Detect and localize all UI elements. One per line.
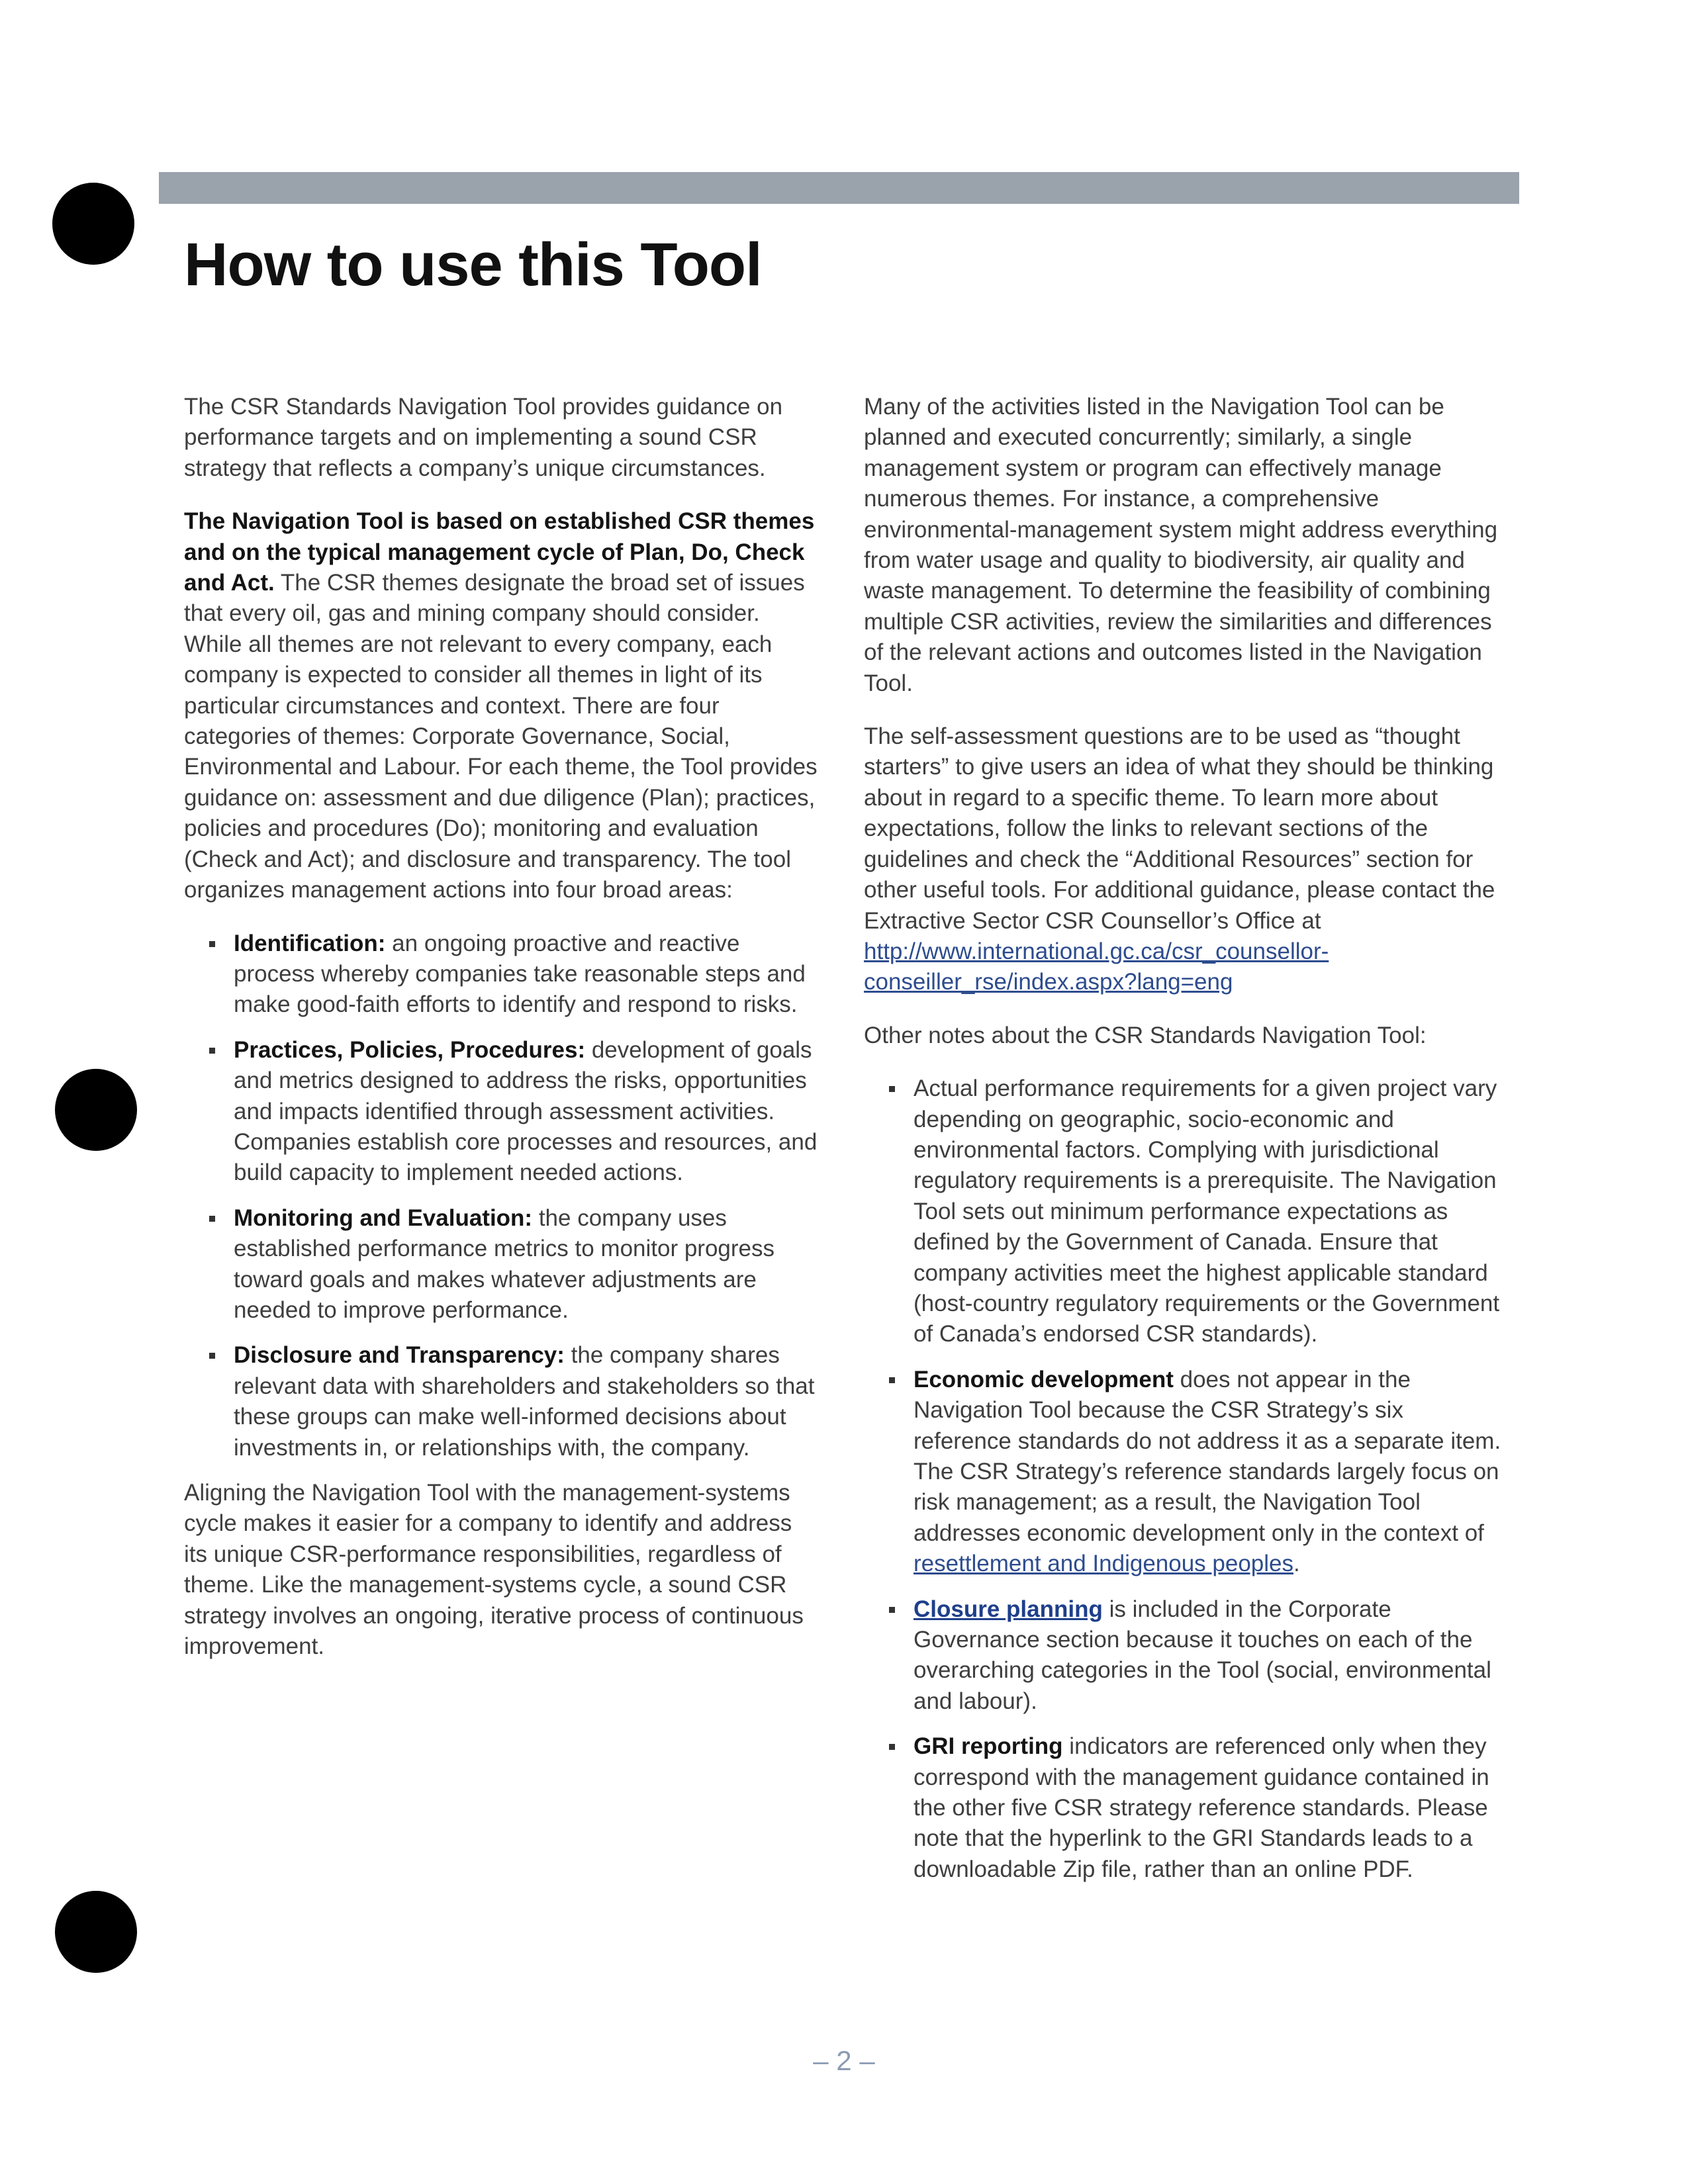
- header-bar: [159, 172, 1519, 204]
- list-item: [234, 1203, 820, 1326]
- list-item-text: an ongoing proactive and reactive process whereby companies take reasonable steps and make good-faith efforts to identify and respond to risks.: [234, 930, 806, 1018]
- list-item-term: Disclosure and Transparency:: [234, 1342, 565, 1369]
- list-item-term: Practices, Policies, Procedures:: [234, 1036, 586, 1063]
- list-item-text: development of goals and metrics designed to address the risks, opportunities and impacts identified through assessment activities. Companies establish core processes and resources, and build capacity to implement needed actions.: [234, 1036, 818, 1186]
- list-item-text: indicators are referenced only when they correspond with the management guidance contained in the other five CSR strategy reference standards. Please note that the hyperlink to the GRI Standards leads to a downloadable Zip file, rather than an online PDF.: [914, 1733, 1489, 1882]
- list-item-text: is included in the Corporate Governance section because it touches on each of the overarching categories in the Tool (social, environmental and labour).: [914, 1596, 1491, 1714]
- closure-planning-link[interactable]: Closure planning: [914, 1596, 1103, 1622]
- other-notes-intro: Other notes about the CSR Standards Navigation Tool:: [864, 1022, 1427, 1048]
- list-item-text: the company uses established performance metrics to monitor progress toward goals and makes whatever adjustments are needed to improve performance.: [234, 1205, 775, 1323]
- left-column: [184, 392, 820, 1684]
- list-item-term: Identification:: [234, 930, 386, 956]
- activities-paragraph: Many of the activities listed in the Navigation Tool can be planned and executed concurrently; similarly, a single management system or program can effectively manage numerous themes. For instance, a comprehensive environmental-management system might address everything from water usage and quality to biodiversity, air quality and waste management. To determine the feasibility of combining multiple CSR activities, review the similarities and differences of the relevant actions and outcomes listed in the Navigation Tool.: [864, 394, 1498, 696]
- navigation-tool-lead: The Navigation Tool is based on established CSR themes and on the typical management cycle of Plan, Do, Check and Act.: [184, 508, 815, 596]
- list-item-term: GRI reporting: [914, 1733, 1063, 1760]
- csr-counsellor-link[interactable]: http://www.international.gc.ca/csr_counsellor-conseiller_rse/index.aspx?lang=eng: [864, 938, 1329, 995]
- list-item: [914, 1594, 1506, 1717]
- binder-hole-middle: [55, 1069, 137, 1151]
- list-item-term: Economic development: [914, 1366, 1174, 1392]
- right-column: [864, 392, 1506, 1899]
- intro-paragraph: The CSR Standards Navigation Tool provides guidance on performance targets and on implementing a sound CSR strategy that reflects a company’s unique circumstances.: [184, 394, 783, 481]
- page-number: – 2 –: [813, 2045, 875, 2076]
- list-item: [914, 1731, 1506, 1885]
- other-notes-list: [864, 1073, 1506, 1885]
- list-item-text: Actual performance requirements for a given project vary depending on geographic, socio-economic and environmental factors. Complying with jurisdictional regulatory requirements is a prerequisite. The Navigation Tool sets out minimum performance expectations as defined by the Government of Canada. Ensure that company activities meet the highest applicable standard (host-country regulatory requirements or the Government of Canada’s endorsed CSR standards).: [914, 1075, 1500, 1347]
- list-item: [234, 1035, 820, 1189]
- list-item: [234, 1340, 820, 1463]
- navigation-tool-paragraph: [184, 506, 820, 905]
- list-item-text-end: .: [1293, 1551, 1300, 1577]
- list-item-text: the company shares relevant data with shareholders and stakeholders so that these groups can make well-informed decisions about investments in, or relationships with, the company.: [234, 1342, 815, 1461]
- list-item: [914, 1073, 1506, 1350]
- closing-paragraph: Aligning the Navigation Tool with the management-systems cycle makes it easier for a company to identify and address its unique CSR-performance responsibilities, regardless of theme. Like the management-systems cycle, a sound CSR strategy involves an ongoing, iterative process of continuous improvement.: [184, 1480, 804, 1660]
- list-item: [234, 929, 820, 1021]
- self-assessment-paragraph: [864, 721, 1506, 998]
- resettlement-indigenous-link[interactable]: resettlement and Indigenous peoples: [914, 1551, 1294, 1577]
- binder-hole-bottom: [55, 1891, 137, 1973]
- list-item: [914, 1365, 1506, 1580]
- self-assessment-text: The self-assessment questions are to be used as “thought starters” to give users an idea of what they should be thinking about in regard to a specific theme. To learn more about expectations, follow the links to relevant sections of the guidelines and check the “Additional Resources” section for other useful tools. For additional guidance, please contact the Extractive Sector CSR Counsellor’s Office at: [864, 723, 1495, 934]
- page-title: How to use this Tool: [184, 231, 762, 298]
- binder-hole-top: [52, 183, 134, 265]
- navigation-tool-body: The CSR themes designate the broad set of issues that every oil, gas and mining company should consider. While all themes are not relevant to every company, each company is expected to consider all themes in light of its particular circumstances and context. There are four categories of themes: Corporate Governance, Social, Environmental and Labour. For each theme, the Tool provides guidance on: assessment and due diligence (Plan); practices, policies and procedures (Do); monitoring and evaluation (Check and Act); and disclosure and transparency. The tool organizes management actions into four broad areas:: [184, 570, 818, 903]
- list-item-text: does not appear in the Navigation Tool because the CSR Strategy’s six reference standards do not address it as a separate item. The CSR Strategy’s reference standards largely focus on risk management; as a result, the Navigation Tool addresses economic development only in the context of: [914, 1366, 1501, 1546]
- list-item-term: Monitoring and Evaluation:: [234, 1205, 533, 1231]
- management-areas-list: [184, 929, 820, 1464]
